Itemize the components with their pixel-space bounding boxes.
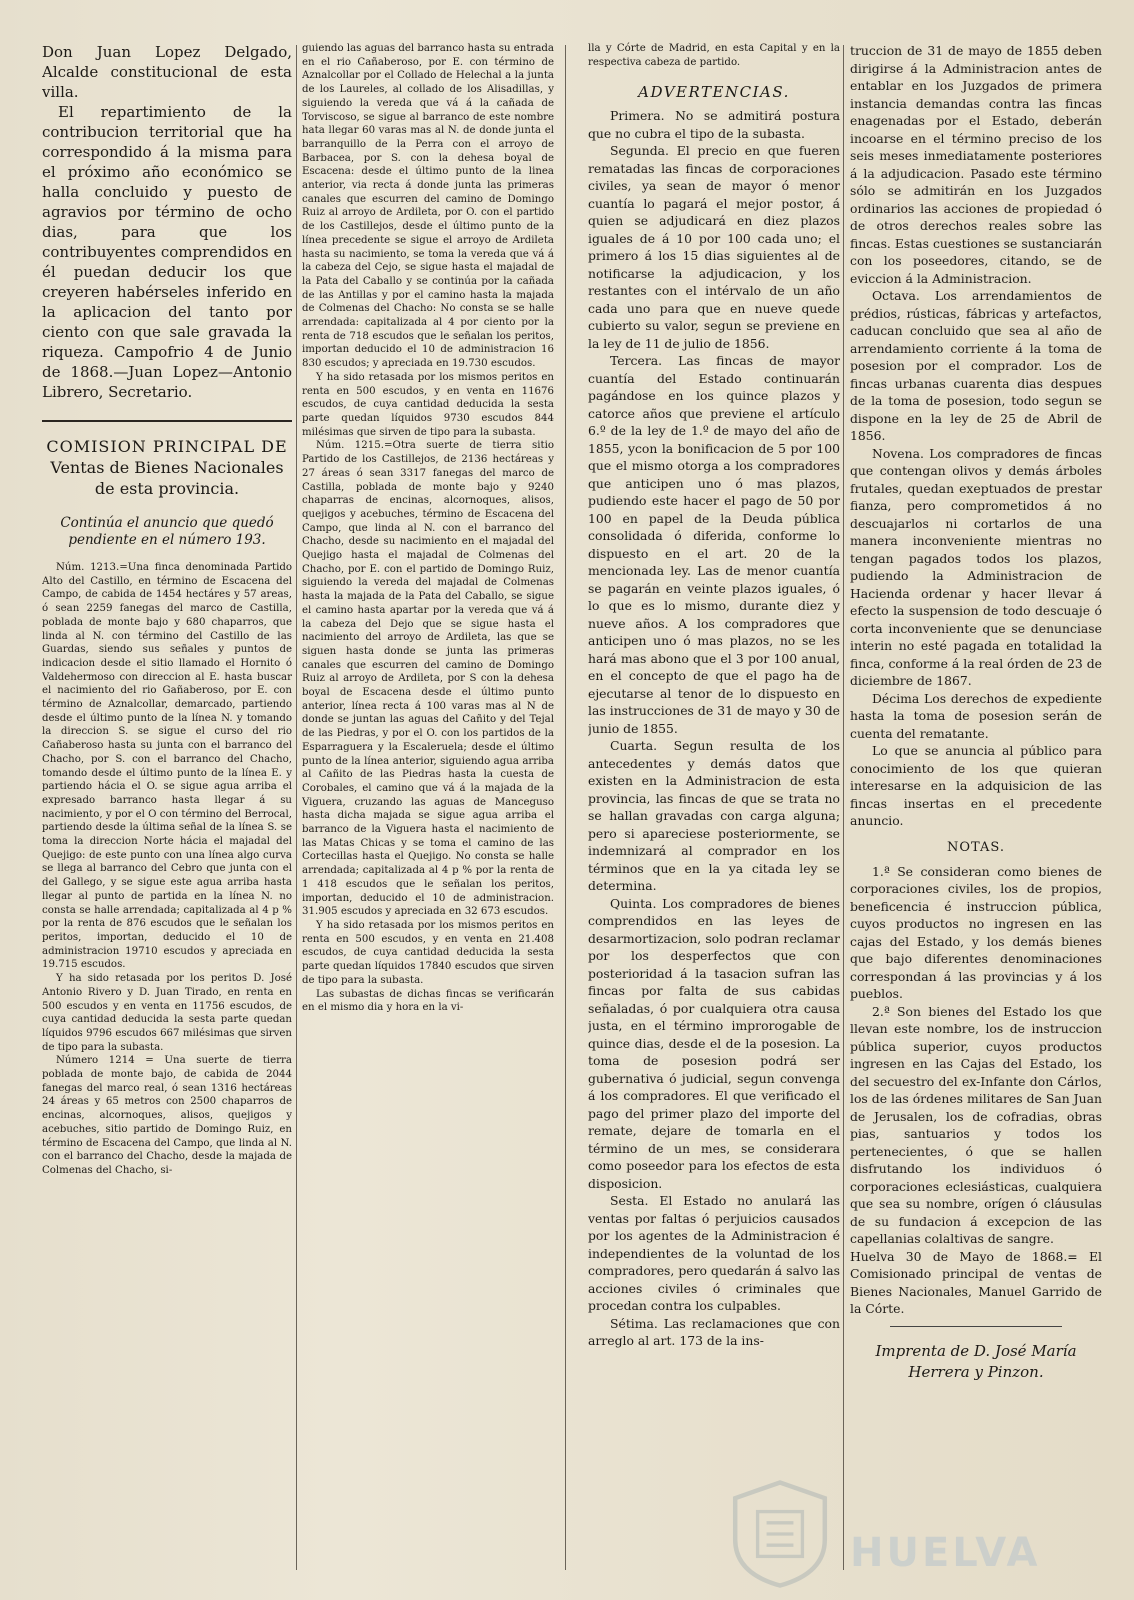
printer-imprint-line2: Herrera y Pinzon. bbox=[908, 1362, 1044, 1381]
lot-1213-retasa: Y ha sido retasada por los peritos D. José Antonio Rivero y D. Juan Tirado, en renta en 500 escudos y en venta en 11756 escudos, de cuya cantidad deducida la sesta parte quedan líquidos 9796 escudos 667 milésimas que sirven de tipo para la subasta. bbox=[42, 973, 292, 1053]
column-rule bbox=[296, 45, 297, 1570]
column-2 bbox=[302, 42, 554, 1015]
column-1 bbox=[42, 42, 292, 1178]
advertencia-setima-cont: truccion de 31 de mayo de 1855 deben dirigirse á la Administracion antes de entablar en los Juzgados de primera instancia demandas contra las fincas enagenadas por el Estado, deberán incoarse en el término preciso de los seis meses inmediatamente posteriores á la adjudicacion. Pasado este término sólo se admitirán en los Juzgados ordinarios las acciones de propiedad ó de otros derechos reales sobre las fincas. Estas cuestiones se sustanciarán con los poseedores, citando, se de eviccion á la Administracion. bbox=[850, 43, 1102, 286]
advertencia-sesta: Sesta. El Estado no anulará las ventas por faltas ó perjuicios causados por los agentes de la Administracion é independientes de la voluntad de los compradores, pero quedarán á salvo las acciones civiles ó criminales que procedan contra los culpables. bbox=[588, 1193, 840, 1314]
continuation-note: Continúa el anuncio que quedó pendiente en el número 193. bbox=[60, 515, 274, 548]
commission-subheading: Ventas de Bienes Nacionales bbox=[50, 458, 284, 477]
lot-1213: Núm. 1213.=Una finca denominada Partido Alto del Castillo, en término de Escacena del Campo, de cabida de 1454 hectáres y 57 areas, ó sean 2259 fanegas del marco de Castilla, poblada de monte bajo y 680 chaparros, que linda al N. con término del Castillo de las Guardas, siendo sus señales y puntos de indicacion desde el sitio llamado el Hornito ó Valdehermoso con direccion al E. hasta buscar el nacimiento del rio Gañaberoso, por E. con término de Aznalcollar, demarcado, partiendo desde el último punto de la línea N. y tomando la direccion S. se sigue el curso del rio Cañaberoso hasta su junta con el barranco del Chacho, por S. con el barranco del Chacho, tomando desde el último punto de la línea E. y partiendo hácia el O. se sigue agua arriba el expresado barranco hasta llegar á su nacimiento, y por el O con término del Berrocal, partiendo desde la última señal de la línea S. se toma la direccion Norte hácia el majadal del Quejigo: de este punto con una línea algo curva se llega al barranco del Cebro que junta con el del Gallego, y se sigue este agua arriba hasta llegar al punto de partida en la línea N. no consta se halle arrendada; capitalizada al 4 p % por la renta de 876 escudos que le señalan los peritos, importan, deducido el 10 de administracion 19710 escudos y apreciada en 19.715 escudos. bbox=[42, 562, 292, 971]
advertencia-setima: Sétima. Las reclamaciones que con arreglo al art. 173 de la ins- bbox=[588, 1315, 840, 1349]
column-rule bbox=[843, 45, 844, 1570]
lot-1214: Número 1214 = Una suerte de tierra poblada de monte bajo, de cabida de 2044 fanegas del marco real, ó sean 1316 hectáreas 24 áreas y 65 metros con 2500 chaparros de encinas, alcornoques, alisos, quejigos y acebuches, sitio partido de Domingo Ruiz, en término de Escacena del Campo, que linda al N. con el barranco del Chacho, desde la majada de Colmenas del Chacho, si- bbox=[42, 1055, 292, 1176]
commission-province: de esta provincia. bbox=[94, 479, 240, 498]
auction-note-cont: lla y Córte de Madrid, en esta Capital y en la respectiva cabeza de partido. bbox=[588, 43, 840, 68]
mayor-intro: Don Juan Lopez Delgado, Alcalde constitucional de esta villa. bbox=[42, 43, 292, 101]
advertencia-primera: Primera. No se admitirá postura que no cubra el tipo de la subasta. bbox=[588, 108, 840, 141]
commission-heading: COMISION PRINCIPAL DE bbox=[46, 437, 288, 456]
printer-imprint-line1: Imprenta de D. José María bbox=[875, 1341, 1077, 1360]
advertencia-quinta: Quinta. Los compradores de bienes comprendidos en las leyes de desarmortizacion, solo podran reclamar por los desperfectos que con posterioridad á la tasacion sufran las fincas por falta de sus cabidas señaladas, ó por cualquiera otra causa justa, en el término improrogable de quince dias, desde el de la posesion. La toma de posesion podrá ser gubernativa ó judicial, segun convenga á los compradores. El que verificado el pago del primer plazo del importe del remate, dejare de tomarla en el término de un mes, se considerara como poseedor para los efectos de esta disposicion. bbox=[588, 895, 840, 1191]
column-4 bbox=[850, 42, 1102, 1383]
signature-line: Huelva 30 de Mayo de 1868.= El Comisionado principal de ventas de Bienes Nacionales, Manuel Garrido de la Córte. bbox=[850, 1248, 1102, 1316]
advertencia-novena: Novena. Los compradores de fincas que contengan olivos y demás árboles frutales, quedan exeptuados de prestar fianza, pero comprometidos á no descuajarlos ni cortarlos de una manera inconveniente mientras no tengan pagados todos los plazos, pudiendo la Administracion de Hacienda ordenar y hacer llevar á efecto la suspension de todo descuaje ó corta inconveniente que se denunciase interin no esté pagada en totalidad la finca, conforme á la real órden de 23 de diciembre de 1867. bbox=[850, 445, 1102, 688]
advertencia-cuarta: Cuarta. Segun resulta de los antecedentes y demás datos que existen en la Administracion de esta provincia, las fincas de que se trata no se hallan gravadas con carga alguna; pero si apareciese posteriormente, se indemnizará al comprador en los términos que en la ya citada ley se determina. bbox=[588, 738, 840, 894]
advertencia-segunda: Segunda. El precio en que fueren rematadas las fincas de corporaciones civiles, ya sean de mayor ó menor cuantía lo pagará el mejor postor, á quien se adjudicará en diez plazos iguales de á 10 por 100 cada uno; el primero á los 15 dias siguientes al de notificarse la adjudicacion, y los restantes con el intérvalo de un año cada uno para que en nueve quede cubierto su valor, segun se previene en la ley de 11 de julio de 1856. bbox=[588, 143, 840, 351]
column-3 bbox=[588, 42, 840, 1350]
lot-1214-retasa: Y ha sido retasada por los mismos peritos en renta en 500 escudos, y en venta en 11676 escudos, de cuya cantidad deducida la sesta parte quedan líquidos 9730 escudos 844 milésimas que sirven de tipo para la subasta. bbox=[302, 371, 554, 438]
lot-1215: Núm. 1215.=Otra suerte de tierra sitio Partido de los Castillejos, de 2136 hectáreas y 27 áreas ó sean 3317 fanegas del marco de Castilla, poblada de monte bajo y 9240 chaparras de encinas, alcornoques, alisos, quejigos y acebuches, término de Escacena del Campo, que linda al N. con el barranco del Chacho, desde su nacimiento en el majadal del Quejigo hasta el majadal de Colmenas del Chacho, por E. con el partido de Domingo Ruiz, siguiendo la vereda del majadal de Colmenas hasta la majada de la Pata del Caballo, se sigue el camino hasta apartar por la vereda que vá á la cabeza del Dejo que se sigue hasta el nacimiento del arroyo de Ardileta, las que se siguen hasta donde se junta las primeras canales que escurren del camino de Domingo Ruiz al arroyo de Ardileta, por S con la dehesa boyal de Escacena desde el último punto anterior, línea recta á 100 varas mas al N de donde se juntan las aguas del Cañito y del Tejal de las Piedras, y por el O. con los partidos de la Esparraguera y la Escaleruela; desde el último punto de la línea anterior, siguiendo agua arriba al Cañito de las Piedras hasta la cuesta de Corobales, el camino que vá á la majada de la Viguera, cruzando las aguas de Manceguso hasta dicha majada se sigue agua arriba el barranco de la Viguera hasta el nacimiento de las Matas Chicas y se toma el camino de las Cortecillas hasta el Quejigo. No consta se halle arrendada; capitalizada al 4 p % por la renta de 1 418 escudos que le señalan los peritos, importan, deducido el 10 de administracion. 31.905 escudos y apreciada en 32 673 escudos. bbox=[302, 440, 554, 918]
nota-2: 2.ª Son bienes del Estado los que llevan este nombre, los de instruccion pública superior, cuyos productos ingresen en las Cajas del Estado, los del secuestro del ex-Infante don Cárlos, los de las órdenes militares de San Juan de Jerusalen, los de cofradias, obras pias, santuarios y todos los pertenecientes, ó que se hallen disfrutando los individuos ó corporaciones eclesiásticas, cualquiera que sea su nombre, orígen ó cláusulas de su fundacion á excepcion de las capellanias colaltivas de sangre. bbox=[850, 1003, 1102, 1246]
archive-watermark: HUELVA bbox=[850, 1530, 1041, 1576]
advertencia-tercera: Tercera. Las fincas de mayor cuantía del Estado continuarán pagándose en los quince plazos y catorce años que previene el artículo 6.º de la ley de 1.º de mayo del año de 1855, ycon la bonificacion de 5 por 100 que el mismo otorga a los compradores que anticipen uno ó mas plazos, pudiendo este hacer el pago de 50 por 100 en papel de la Deuda pública consolidada ó diferida, conforme lo dispuesto en el art. 20 de la mencionada ley. Las de menor cuantía se pagarán en veinte plazos iguales, ó lo que es lo mismo, durante diez y nueve años. A los compradores que anticipen uno ó mas plazos, no se les hará mas abono que el 3 por 100 anual, en el concepto de que el pago ha de ejecutarse al tenor de lo dispuesto en las instrucciones de 31 de mayo y 30 de junio de 1855. bbox=[588, 353, 840, 736]
tax-notice: El repartimiento de la contribucion territorial que ha correspondido á la misma para el próximo año económico se halla concluido y puesto de agravios por término de ocho dias, para que los contribuyentes comprendidos en él puedan deducir los que creyeren habérseles inferido en la aplicacion del tanto por ciento con que sale gravada la riqueza. Campofrio 4 de Junio de 1868.—Juan Lopez—Antonio Librero, Secretario. bbox=[42, 103, 292, 401]
imprint-divider bbox=[890, 1326, 1062, 1327]
public-notice: Lo que se anuncia al público para conocimiento de los que quieran interesarse en la adquisicion de las fincas insertas en el precedente anuncio. bbox=[850, 743, 1102, 828]
auction-note: Las subastas de dichas fincas se verificarán en el mismo dia y hora en la vi- bbox=[302, 988, 554, 1014]
advertencia-octava: Octava. Los arrendamientos de prédios, rústicas, fábricas y artefactos, caducan concluido que sea al año de arrendamiento corriente á la toma de posesion por el comprador. Los de fincas urbanas cuarenta dias despues de la toma de posesion, todo segun se dispone en la ley de 25 de Abril de 1856. bbox=[850, 288, 1102, 443]
advertencia-decima: Décima Los derechos de expediente hasta la toma de posesion serán de cuenta del rematante. bbox=[850, 690, 1102, 741]
lot-1215-retasa: Y ha sido retasada por los mismos peritos en renta en 500 escudos, y en venta en 21.408 escudos, de cuya cantidad deducida la sesta parte quedan líquidos 17840 escudos que sirven de tipo para la subasta. bbox=[302, 920, 554, 986]
nota-1: 1.ª Se consideran como bienes de corporaciones civiles, los de propios, beneficencia é instruccion pública, cuyos productos no ingresen en las cajas del Estado, y los demás bienes que bajo diferentes denominaciones correspondan á las provincias y á los pueblos. bbox=[850, 863, 1102, 1001]
archive-seal-icon bbox=[724, 1478, 836, 1590]
notas-heading: NOTAS. bbox=[947, 839, 1005, 855]
lot-1214-cont: guiendo las aguas del barranco hasta su entrada en el rio Cañaberoso, por E. con término de Aznalcollar por el Collado de Helechal a la junta de los Laureles, al collado de los Alisadillas, y siguiendo la vereda que vá á la cañada de Torviscoso, se sigue al barranco de este nombre hata llegar 60 varas mas al N. de donde junta el barranquillo de la Perra con el arroyo de Barbacea, por S. con la dehesa boyal de Escacena: desde el último punto de la linea anterior, via recta á donde junta las primeras canales que escurren del camino de Domingo Ruiz al arroyo de Ardileta, por O. con el partido de los Castillejos, desde el último punto de la línea precedente se sigue el arroyo de Ardileta hasta su nacimiento, se toma la vereda que vá á la cabeza del Cejo, se sigue hasta el majadal de la Pata del Caballo y se continúa por la cañada de las Antillas y por el camino hasta la majada de Colmenas del Chacho: No consta se se halle arrendada: capitalizada al 4 por ciento por la renta de 718 escudos que le señalan los peritos, importan deducido el 10 de administracion 16 830 escudos; y apreciada en 19.730 escudos. bbox=[302, 43, 554, 370]
advertencias-heading: ADVERTENCIAS. bbox=[638, 83, 790, 102]
section-divider bbox=[42, 420, 292, 422]
column-rule bbox=[565, 45, 566, 1570]
